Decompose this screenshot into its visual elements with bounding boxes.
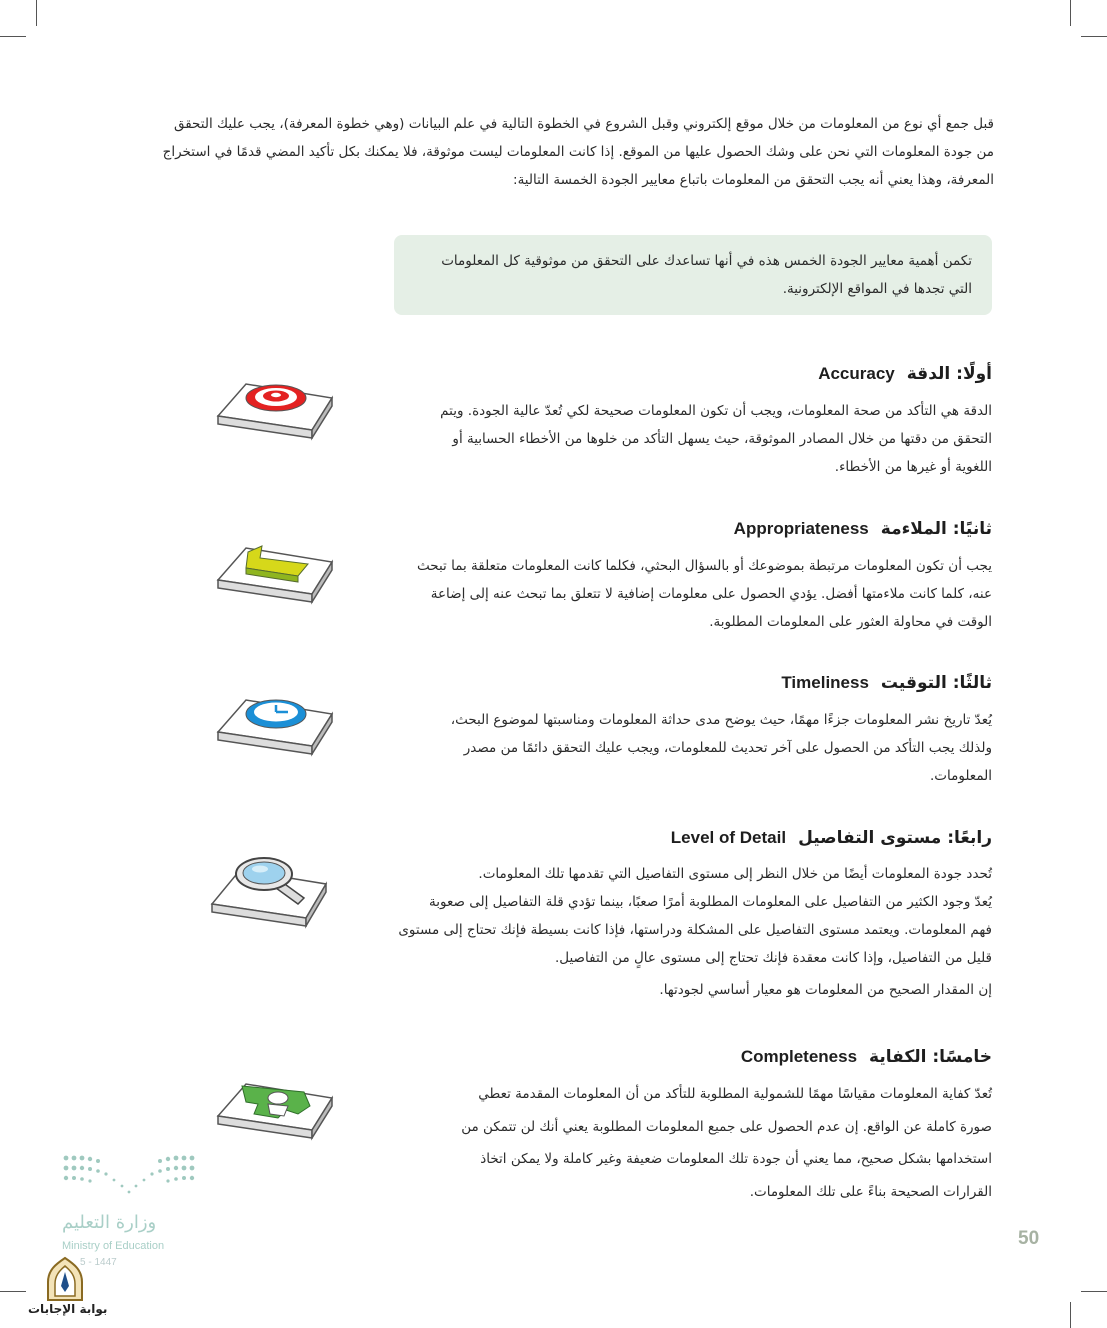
crop-mark	[1070, 0, 1071, 26]
section-line: المعلومات.	[930, 768, 992, 784]
page-number: 50	[1018, 1228, 1040, 1249]
section-heading-level-of-detail	[671, 828, 992, 848]
section-line: فهم المعلومات. ويعتمد مستوى التفاصيل على المشكلة ودراستها، فإذا كانت بسيطة فإنك تحتاج إلى مستوى	[398, 922, 992, 938]
note-box	[394, 235, 992, 315]
crop-mark	[1081, 1291, 1107, 1292]
target-icon	[212, 372, 338, 444]
section-text-timeliness	[394, 706, 992, 790]
crop-mark	[0, 36, 26, 37]
heading-en: Timeliness	[781, 673, 869, 692]
section-line: يُعدّ وجود الكثير من التفاصيل على المعلومات المطلوبة أمرًا صعبًا، بينما تؤدي قلة التفاصيل إلى صعوبة	[429, 894, 992, 910]
clock-icon	[212, 688, 338, 760]
section-line: التحقق من دقتها من خلال المصادر الموثوقة، حيث يسهل التأكد من خلوها من الأخطاء الحسابية أو	[452, 431, 992, 447]
section-heading-completeness	[741, 1047, 992, 1067]
section-line: القرارات الصحيحة بناءً على تلك المعلومات.	[749, 1183, 992, 1200]
section-line: اللغوية أو غيرها من الأخطاء.	[834, 459, 992, 475]
heading-ar: ثالثًا: التوقيت	[880, 673, 992, 693]
ministry-name-ar: وزارة التعليم	[62, 1212, 157, 1233]
section-heading-timeliness	[781, 673, 992, 693]
section-line: الدقة هي التأكد من صحة المعلومات، ويجب أن تكون المعلومات صحيحة لكي تُعدّ عالية الجودة. ويتم	[440, 403, 992, 419]
section-text-accuracy	[394, 397, 992, 481]
portal-name: بوابة الإجابات	[28, 1302, 108, 1316]
heading-en: Accuracy	[818, 364, 895, 383]
heading-en: Level of Detail	[670, 828, 787, 847]
section-heading-accuracy	[818, 364, 992, 384]
crop-mark	[1081, 36, 1107, 37]
heading-ar: أولًا: الدقة	[906, 364, 992, 384]
edition-year: 5 - 1447	[80, 1257, 117, 1268]
section-line: إن المقدار الصحيح من المعلومات هو معيار أساسي لجودتها.	[659, 982, 992, 998]
intro-line: قبل جمع أي نوع من المعلومات من خلال موقع إلكتروني وقبل الشروع في الخطوة التالية في علم البيانات (وهي خطوة المعرفة)، يجب عليك التحقق	[173, 116, 994, 132]
heading-ar: ثانيًا: الملاءمة	[880, 519, 992, 539]
section-heading-appropriateness	[734, 519, 992, 539]
intro-line: المعرفة، وهذا يعني أنه يجب التحقق من المعلومات باتباع معايير الجودة الخمسة التالية:	[513, 172, 994, 188]
section-text-level-of-detail	[394, 860, 992, 1004]
note-line: تكمن أهمية معايير الجودة الخمس هذه في أنها تساعدك على التحقق من موثوقية كل المعلومات	[441, 253, 972, 269]
heading-ar: خامسًا: الكفاية	[869, 1047, 992, 1067]
ministry-logo-icon	[60, 1150, 200, 1198]
magnifier-icon	[208, 852, 334, 932]
crop-mark	[0, 1291, 26, 1292]
section-line: عنه، كلما كانت ملاءمتها أفضل. يؤدي الحصول على معلومات إضافية لا تتعلق بما تبحث عنه إلى إضاعة	[430, 586, 992, 602]
crop-mark	[36, 0, 37, 26]
section-line: يُعدّ تاريخ نشر المعلومات جزءًا مهمًا، حيث يوضح مدى حداثة المعلومات ومناسبتها لموضوع البحث،	[450, 712, 992, 728]
crop-mark	[1070, 1302, 1071, 1328]
section-line: صورة كاملة عن الواقع. إن عدم الحصول على جميع المعلومات المطلوبة يعني أنك لن تتمكن من	[461, 1118, 992, 1135]
heading-en: Appropriateness	[733, 519, 869, 538]
ministry-name-en: Ministry of Education	[62, 1240, 165, 1252]
section-line: ولذلك يجب التأكد من الحصول على آخر تحديث للمعلومات، ويجب عليك التحقق دائمًا من مصدر	[463, 740, 992, 756]
l-shape-icon	[212, 536, 338, 608]
section-line: يجب أن تكون المعلومات مرتبطة بموضوعك أو بالسؤال البحثي، فكلما كانت المعلومات متعلقة بما تبحث	[416, 558, 992, 574]
section-text-completeness	[394, 1078, 992, 1208]
section-line: الوقت في محاولة العثور على المعلومات المطلوبة.	[709, 614, 992, 630]
heading-en: Completeness	[740, 1047, 858, 1066]
intro-line: من جودة المعلومات التي نحن على وشك الحصول عليها من الموقع. إذا كانت المعلومات ليست موثوقة، فلا يمكنك بكل تأكيد المضي قدمًا في استخراج	[162, 144, 994, 160]
section-line: قليل من التفاصيل، وإذا كانت معقدة فإنك تحتاج إلى مستوى عالٍ من التفاصيل.	[554, 950, 992, 966]
section-line: استخدامها بشكل صحيح، مما يعني أن جودة تلك المعلومات ضعيفة وغير كاملة ولا يمكن اتخاذ	[480, 1151, 992, 1167]
portal-logo-icon	[44, 1256, 86, 1302]
section-line: تُحدد جودة المعلومات أيضًا من خلال النظر إلى مستوى التفاصيل التي تقدمها تلك المعلومات.	[478, 866, 992, 882]
heading-ar: رابعًا: مستوى التفاصيل	[798, 828, 992, 848]
note-line: التي تجدها في المواقع الإلكترونية.	[782, 281, 972, 297]
puzzle-icon	[212, 1068, 338, 1144]
note-text	[414, 247, 972, 303]
intro-paragraph	[124, 110, 994, 194]
section-text-appropriateness	[394, 552, 992, 636]
section-line: تُعدّ كفاية المعلومات مقياسًا مهمًا للشمولية المطلوبة للتأكد من أن المعلومات المقدمة تعطي	[478, 1086, 992, 1102]
